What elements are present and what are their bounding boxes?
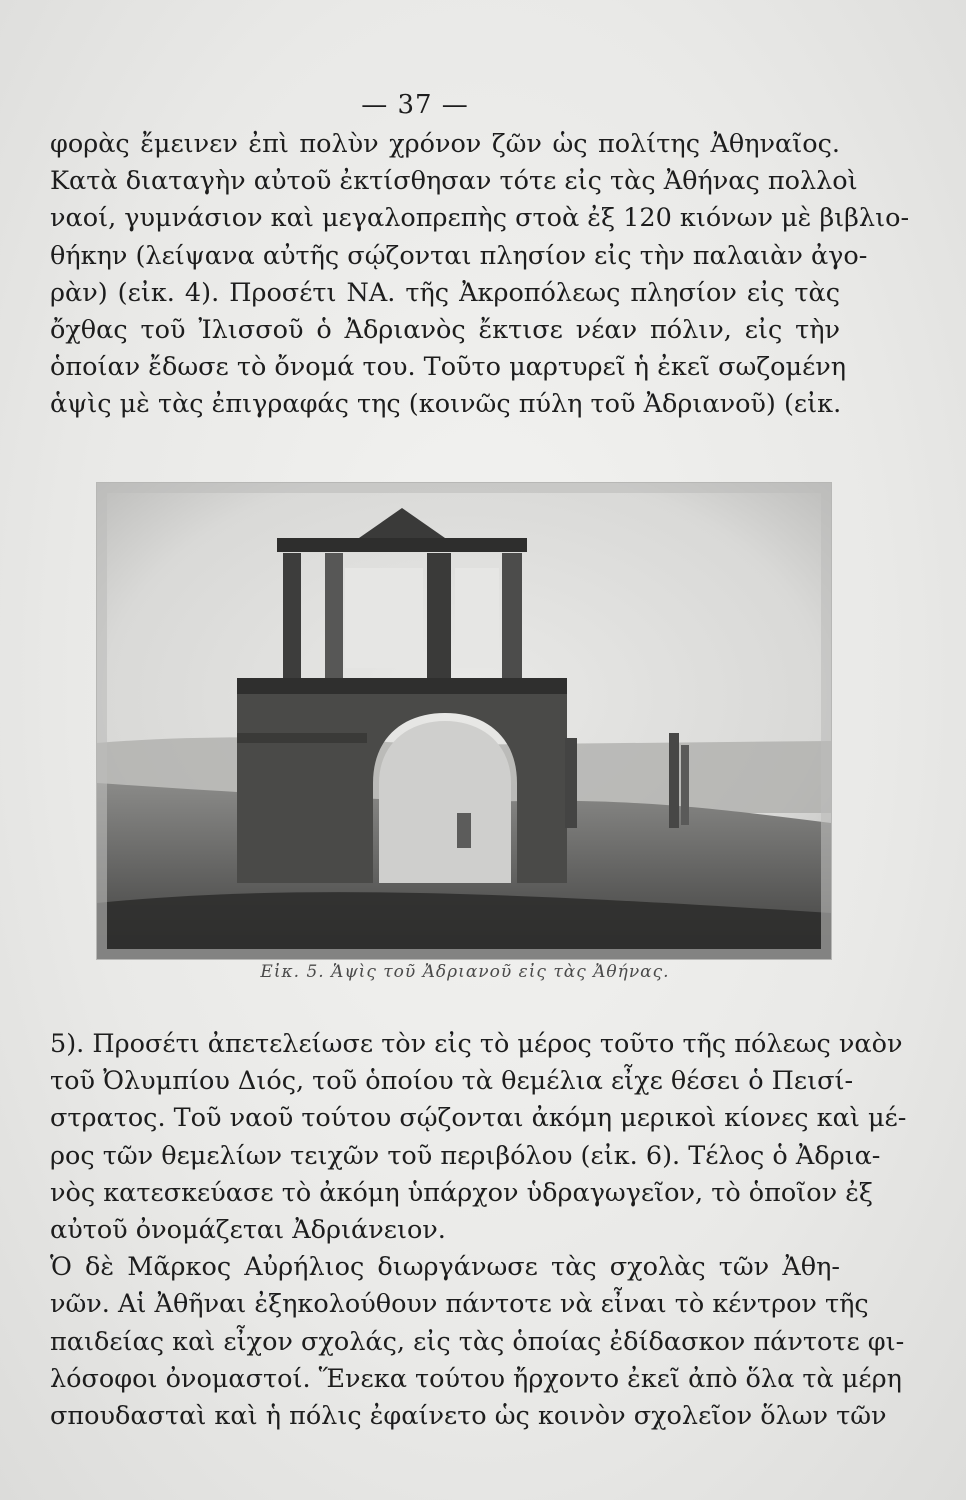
text-line: στρατος. Τοῦ ναοῦ τούτου σῴζονται ἀκόμη μερικοὶ κίονες καὶ μέ-: [50, 1103, 907, 1134]
text-line: ρὰν) (εἰκ. 4). Προσέτι ΝΑ. τῆς Ἀκροπόλεως πλησίον εἰς τὰς: [50, 277, 840, 308]
text-line: Ὁ δὲ Μᾶρκος Αὐρήλιος διωργάνωσε τὰς σχολὰς τῶν Ἀθη-: [50, 1252, 840, 1283]
paragraph-bottom: [50, 1026, 907, 1435]
text-line: τοῦ Ὀλυμπίου Διός, τοῦ ὁποίου τὰ θεμέλια εἶχε θέσει ὁ Πεισί-: [50, 1066, 854, 1097]
text-line: ὁποίαν ἔδωσε τὸ ὄνομά του. Τοῦτο μαρτυρεῖ ἡ ἐκεῖ σωζομένη: [50, 352, 847, 383]
text-line: Κατὰ διαταγὴν αὐτοῦ ἐκτίσθησαν τότε εἰς τὰς Ἀθήνας πολλοὶ: [50, 166, 858, 197]
arch-photo-illustration: [97, 483, 831, 959]
paragraph-top: [50, 126, 910, 424]
text-line: λόσοφοι ὀνομαστοί. Ἕνεκα τούτου ἤρχοντο ἐκεῖ ἀπὸ ὅλα τὰ μέρη: [50, 1363, 902, 1394]
text-line: θήκην (λείψανα αὐτῆς σῴζονται πλησίον εἰς τὴν παλαιὰν ἀγο-: [50, 240, 868, 271]
text-line: ρος τῶν θεμελίων τειχῶν τοῦ περιβόλου (εἰκ. 6). Τέλος ὁ Ἀδρια-: [50, 1140, 881, 1171]
page-number: — 37 —: [361, 90, 469, 120]
text-line: νὸς κατεσκεύασε τὸ ἀκόμη ὑπάρχον ὑδραγωγεῖον, τὸ ὁποῖον ἐξ: [50, 1177, 873, 1208]
figure-photo-arch-of-hadrian: [96, 482, 832, 960]
text-line: αὐτοῦ ὀνομάζεται Ἀδριάνειον.: [50, 1214, 446, 1245]
text-line: ἁψὶς μὲ τὰς ἐπιγραφάς της (κοινῶς πύλη τοῦ Ἀδριανοῦ) (εἰκ.: [50, 389, 842, 420]
text-line: ὄχθας τοῦ Ἰλισσοῦ ὁ Ἀδριανὸς ἔκτισε νέαν πόλιν, εἰς τὴν: [50, 314, 840, 345]
text-line: νῶν. Αἱ Ἀθῆναι ἐξηκολούθουν πάντοτε νὰ εἶναι τὸ κέντρον τῆς: [50, 1289, 869, 1320]
text-line: ναοί, γυμνάσιον καὶ μεγαλοπρεπὴς στοὰ ἐξ 120 κιόνων μὲ βιβλιο-: [50, 203, 910, 234]
figure-caption: Εἰκ. 5. Ἁψὶς τοῦ Ἀδριανοῦ εἰς τὰς Ἀθήνας.: [260, 962, 670, 982]
text-line: σπουδασταὶ καὶ ἡ πόλις ἐφαίνετο ὡς κοινὸν σχολεῖον ὅλων τῶν: [50, 1400, 887, 1431]
text-line: 5). Προσέτι ἀπετελείωσε τὸν εἰς τὸ μέρος τοῦτο τῆς πόλεως ναὸν: [50, 1029, 903, 1059]
text-line: φορὰς ἔμεινεν ἐπὶ πολὺν χρόνον ζῶν ὡς πολίτης Ἀθηναῖος.: [50, 129, 840, 159]
text-line: παιδείας καὶ εἶχον σχολάς, εἰς τὰς ὁποίας ἐδίδασκον πάντοτε φι-: [50, 1326, 905, 1357]
